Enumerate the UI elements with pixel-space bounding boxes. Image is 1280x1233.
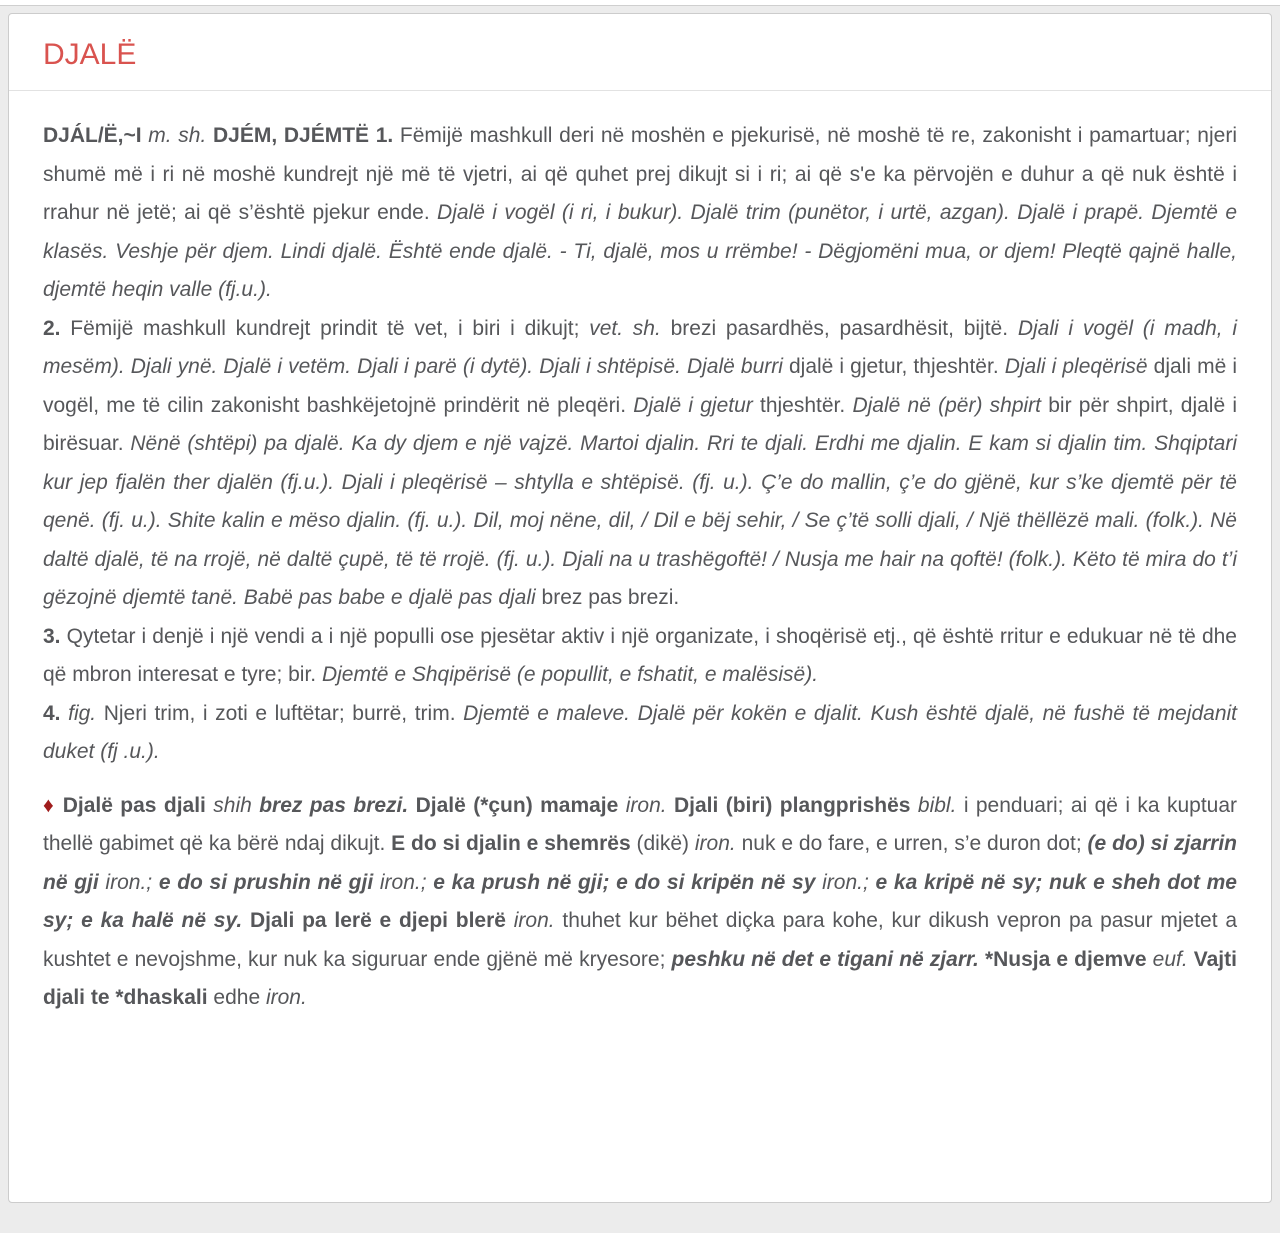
text-run: iron. <box>265 986 307 1009</box>
text-run: DJÁL/Ë,~I <box>43 124 149 147</box>
text-run: Djali pa lerë e djepi blerë <box>249 909 514 932</box>
entry-body <box>9 91 1271 1052</box>
definition-paragraph-sense-4 <box>43 695 1237 772</box>
text-run: Djalë në (për) shpirt <box>852 393 1049 417</box>
text-run: bir për shpirt, djalë i birësuar. <box>43 393 1238 455</box>
text-run: Djalë pas djali <box>62 793 214 817</box>
text-run: edhe <box>213 986 266 1009</box>
text-run: iron.; <box>379 870 434 894</box>
text-run: e do si prushin në gji <box>158 870 380 894</box>
text-run: Djalë (*çun) mamaje <box>415 793 626 817</box>
text-run: (dikë) <box>636 832 695 855</box>
text-run: Nënë (shtëpi) pa djalë. Ka dy djem e një vajzë. Martoi djalin. Rri te djali. Erdhi me djalin. E kam si djalin tim. Shqiptari kur jep fjalën ther djalën (fj.u.). Djali i pleqërisë – shtylla e shtëpisë. (fj. u.). Ç’e do mallin, ç’e do gjënë, kur s’ke djemtë për të qenë. (fj. u.). Shite kalin e mëso djalin. (fj. u.). Dil, moj nëne, dil, / Dil e bëj sehir, / Se ç’të solli djali, / Një thëllëzë mali. (folk.). Në daltë djalë, të na rrojë, në daltë çupë, të të rrojë. (fj. u.). Djali na u trashëgoftë! / Nusja me hair na qoftë! (folk.). Këto të mira do t’i gëzojnë djemtë tanë. Babë pas babe e djalë pas djali <box>43 432 1237 609</box>
text-run: Njeri trim, i zoti e luftëtar; burrë, trim. <box>103 701 464 725</box>
text-run: Fëmijë mashkull deri në moshën e pjekurisë, në moshë të re, zakonisht i pamartuar; njeri shumë më i ri në moshë kundrejt një më të vjetri, ai që quhet prej dikujt si i ri; ai që s'e ka përvojën e duhur a që nuk është i rrahur në jetë; ai që s’është pjekur ende. <box>43 124 1237 224</box>
text-run: brez pas brezi. <box>259 793 416 817</box>
text-run: iron.; <box>822 870 876 894</box>
text-run: iron. <box>694 832 742 855</box>
text-run: *Nusja e djemve <box>984 947 1153 971</box>
text-run: e ka kripë në sy; nuk e sheh dot me sy; e ka halë në sy. <box>43 870 1237 932</box>
text-run: 4. <box>43 701 69 725</box>
text-run: djalë i gjetur, thjeshtër. <box>788 355 1005 378</box>
text-run: djali më i vogël, me të cilin zakonisht bashkëjetojnë prindërit në pleqëri. <box>43 355 1237 417</box>
text-run: iron. <box>625 793 674 817</box>
text-run: Djali i vogël (i madh, i mesëm). Djali ynë. Djalë i vetëm. Djali i parë (i dytë). Djali i shtëpisë. Djalë burri <box>43 316 1238 378</box>
text-run: Fëmijë mashkull kundrejt prindit të vet, i biri i dikujt; <box>70 316 590 340</box>
text-run: bibl. <box>917 793 964 817</box>
text-run: m. sh. <box>148 124 213 147</box>
text-run: Vajti djali te *dhaskali <box>43 947 1237 1009</box>
text-run: brez pas brezi. <box>541 586 680 609</box>
text-run: 3. <box>43 624 67 648</box>
definition-paragraph-idioms <box>43 787 1237 1018</box>
dictionary-entry-card <box>8 13 1272 1203</box>
diamond-marker: ♦ <box>43 793 63 817</box>
text-run: Djemtë e Shqipërisë (e popullit, e fshatit, e malësisë). <box>321 663 819 686</box>
text-run: E do si djalin e shemrës <box>391 832 637 855</box>
text-run: thjeshtër. <box>760 393 853 417</box>
text-run: i penduari; ai që i ka kuptuar thellë gabimet që ka bërë ndaj dikujt. <box>43 793 1238 855</box>
definition-paragraph-sense-2 <box>43 310 1237 618</box>
text-run: (e do) si zjarrin në gji <box>43 832 1238 894</box>
text-run: DJÉM, DJÉMTË 1. <box>213 124 400 147</box>
text-run: Djali (biri) plangprishës <box>673 793 918 817</box>
text-run: brezi pasardhës, pasardhësit, bijtë. <box>670 316 1018 340</box>
text-run: Djalë i vogël (i ri, i bukur). Djalë trim (punëtor, i urtë, azgan). Djalë i prapë. Djemtë e klasës. Veshje për djem. Lindi djalë. Është ende djalë. - Ti, djalë, mos u rrëmbe! - Dëgjomëni mua, or djem! Pleqtë qajnë halle, djemtë heqin valle (fj.u.). <box>43 201 1238 301</box>
text-run: e ka prush në gji; e do si kripën në sy <box>433 870 823 894</box>
text-run: fig. <box>68 701 104 725</box>
entry-title: DJALË <box>43 38 137 71</box>
text-run: iron.; <box>105 870 159 894</box>
text-run: shih <box>213 793 260 817</box>
entry-header <box>9 14 1271 91</box>
definition-paragraph-sense-1 <box>43 117 1237 310</box>
definition-paragraph-sense-3 <box>43 618 1237 695</box>
text-run: peshku në det e tigani në zjarr. <box>671 947 985 971</box>
text-run: iron. <box>513 909 563 932</box>
text-run: thuhet kur bëhet diçka para kohe, kur dikush vepron pa pasur mjetet a kushtet e nevojshme, kur nuk ka siguruar ende gjënë më kryesore; <box>43 909 1238 971</box>
page-top-bar <box>0 0 1280 6</box>
text-run: Djali i pleqërisë <box>1004 355 1154 378</box>
text-run: Djalë i gjetur <box>633 393 760 417</box>
text-run: nuk e do fare, e urren, s’e duron dot; <box>741 832 1088 855</box>
text-run: vet. sh. <box>589 316 671 340</box>
text-run: Qytetar i denjë i një vendi a i një populli ose pjesëtar aktiv i një organizate, i shoqërisë etj., që është rritur e edukuar në të dhe që mbron interesat e tyre; bir. <box>43 624 1237 686</box>
text-run: 2. <box>43 316 71 340</box>
page-bottom-gap <box>0 1203 1280 1228</box>
text-run: Djemtë e maleve. Djalë për kokën e djalit. Kush është djalë, në fushë të mejdanit duket (fj .u.). <box>43 701 1237 763</box>
text-run: euf. <box>1152 947 1194 971</box>
